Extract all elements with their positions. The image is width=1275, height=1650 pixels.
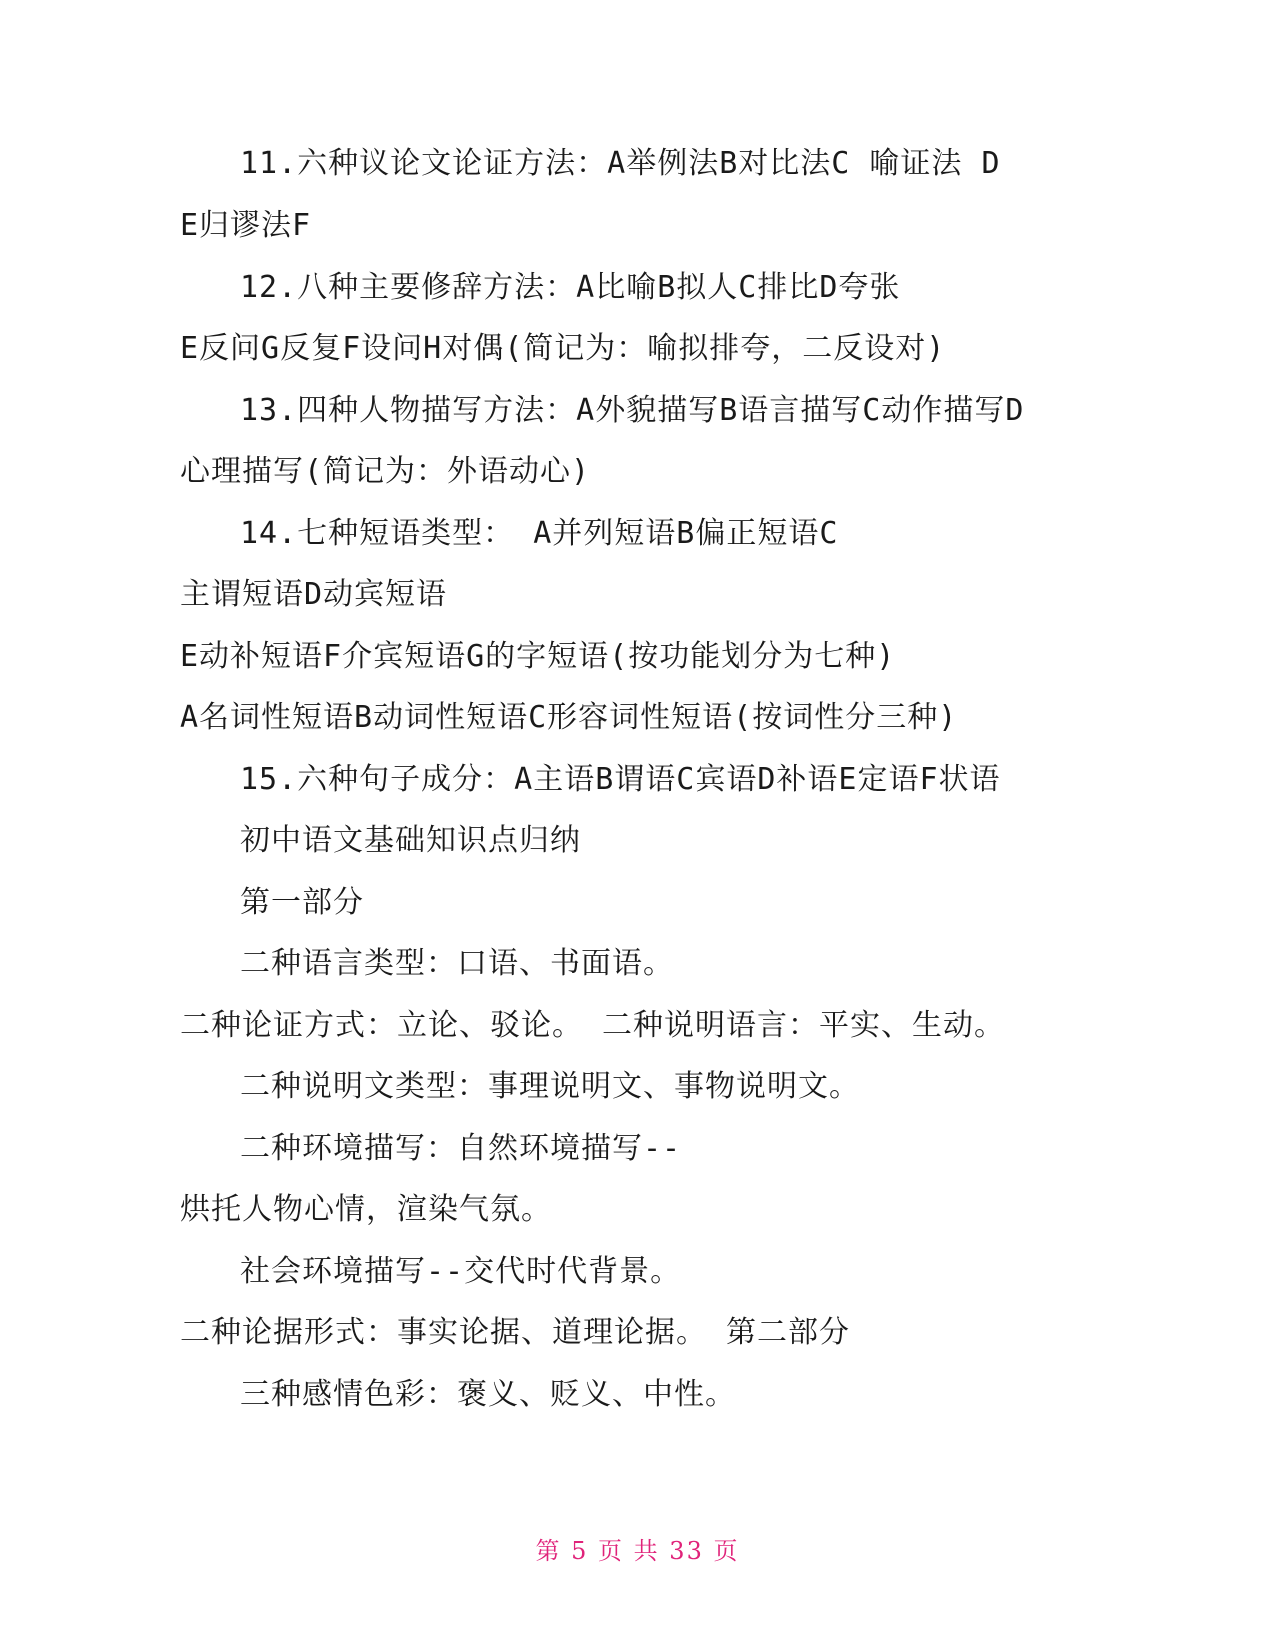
text-line: 主谓短语D动宾短语 — [180, 577, 448, 612]
text-line: 13.四种人物描写方法：A外貌描写B语言描写C动作描写D — [240, 393, 1025, 428]
text-line: E动补短语F介宾短语G的字短语(按功能划分为七种) — [180, 639, 896, 674]
text-line: A名词性短语B动词性短语C形容词性短语(按词性分三种) — [180, 700, 958, 735]
text-line: 三种感情色彩：褒义、贬义、中性。 — [240, 1377, 736, 1412]
text-line: 11.六种议论文论证方法：A举例法B对比法C 喻证法 D — [240, 146, 1001, 181]
text-line: 二种论据形式：事实论据、道理论据。 第二部分 — [180, 1315, 851, 1350]
text-line: 二种语言类型：口语、书面语。 — [240, 946, 674, 981]
text-line: 烘托人物心情，渲染气氛。 — [180, 1192, 552, 1227]
section-title: 初中语文基础知识点归纳 — [240, 823, 581, 858]
text-line: 二种论证方式：立论、驳论。 二种说明语言：平实、生动。 — [180, 1008, 1006, 1043]
text-line: 二种说明文类型：事理说明文、事物说明文。 — [240, 1069, 860, 1104]
text-line: 15.六种句子成分：A主语B谓语C宾语D补语E定语F状语 — [240, 762, 1001, 797]
section-heading: 第一部分 — [240, 885, 364, 920]
text-line: 二种环境描写：自然环境描写-- — [240, 1131, 682, 1166]
page-number-footer: 第 5 页 共 33 页 — [535, 1537, 740, 1565]
text-line: 社会环境描写--交代时代背景。 — [240, 1254, 682, 1289]
text-line: E反问G反复F设问H对偶(简记为：喻拟排夸，二反设对) — [180, 331, 946, 366]
text-line: 12.八种主要修辞方法：A比喻B拟人C排比D夸张 — [240, 270, 901, 305]
text-line: E归谬法F — [180, 208, 312, 243]
text-line: 14.七种短语类型： A并列短语B偏正短语C — [240, 516, 839, 551]
text-line: 心理描写(简记为：外语动心) — [180, 454, 591, 489]
